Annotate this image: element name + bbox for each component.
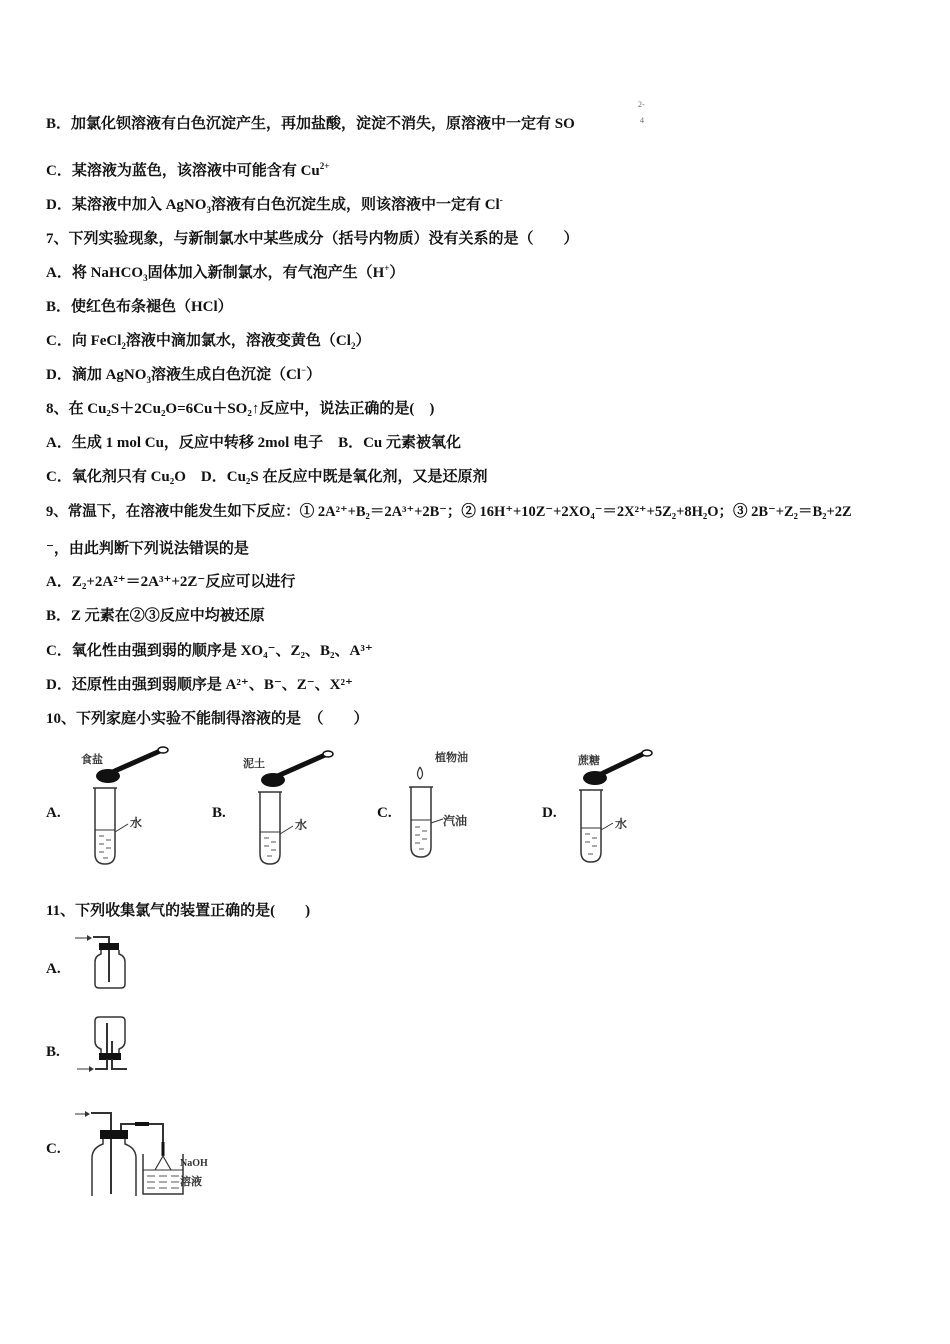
option-text: 加氯化钡溶液有白色沉淀产生，再加盐酸，淀淀不消失，原溶液中一定有 SO — [71, 116, 575, 132]
q9-option-a: A．Z₂+2A²⁺＝2A³⁺+2Z⁻反应可以进行 — [46, 574, 296, 590]
sub-index: 4 — [640, 116, 644, 125]
solvent-label: 汽油 — [443, 814, 468, 828]
option-letter: C. — [46, 1141, 61, 1157]
solute-label: 食盐 — [81, 754, 103, 766]
option-letter: C． — [46, 333, 72, 349]
q9-option-d: D．还原性由强到弱顺序是 A²⁺、B⁻、Z⁻、X²⁺ — [46, 677, 353, 693]
option-text: ） — [355, 333, 371, 349]
solute-label: 植物油 — [435, 752, 468, 764]
option-text: 溶液生成白色沉淀（Cl — [150, 367, 301, 383]
naoh-label: NaOH — [180, 1158, 208, 1169]
q9-stem-line1: 9、常温下，在溶液中能发生如下反应：① 2A²⁺+B₂＝2A³⁺+2B⁻；② 16H⁺+10Z⁻+2XO₄⁻＝2X²⁺+5Z₂+8H₂O；③ 2B⁻+Z₂＝B₂+2Z — [46, 504, 852, 520]
option-letter: D. — [542, 805, 557, 821]
solute-label: 泥土 — [243, 758, 265, 770]
option-text: 将 NaHCO — [71, 265, 144, 281]
option-text: 向 FeCl — [71, 333, 122, 349]
solvent-label: 水 — [615, 817, 628, 831]
sup-charge: - — [499, 195, 503, 205]
sup-charge: 2- — [638, 100, 645, 109]
sub-index: 3 — [146, 375, 151, 385]
solvent-label: 水 — [295, 818, 308, 832]
option-text: 使红色布条褪色（HCl） — [71, 299, 233, 315]
sub-index: 2 — [121, 341, 126, 351]
sub-index: 3 — [206, 205, 211, 215]
q8-options-ab: A．生成 1 mol Cu，反应中转移 2mol 电子 B．Cu 元素被氧化 — [46, 435, 462, 451]
option-letter: D． — [46, 197, 72, 213]
inverted-gas-bottle-icon — [75, 1015, 135, 1077]
option-letter: A. — [46, 805, 61, 821]
sup-charge: + — [384, 263, 390, 273]
q6-option-c — [46, 161, 329, 181]
q7-stem — [46, 229, 579, 249]
option-text: 溶液有白色沉淀生成，则该溶液中一定有 Cl — [210, 197, 500, 213]
option-text: 某溶液中加入 AgNO — [71, 197, 207, 213]
q9-option-c: C．氧化性由强到弱的顺序是 XO₄⁻、Z₂、B₂、A³⁺ — [46, 643, 373, 659]
test-tube-dropper-icon — [405, 765, 445, 865]
sup-charge: 2+ — [319, 161, 330, 171]
solute-label: 蔗糖 — [578, 755, 600, 767]
option-text: 滴加 AgNO — [71, 367, 147, 383]
sub-index: 3 — [143, 273, 148, 283]
gas-bottle-long-tube-icon — [75, 932, 135, 994]
option-letter: B. — [212, 805, 226, 821]
q8-stem: 8、在 Cu₂S＋2Cu₂O=6Cu＋SO₂↑反应中，说法正确的是( ) — [46, 401, 435, 417]
option-letter: D． — [46, 367, 72, 383]
question-text: 7、下列实验现象，与新制氯水中某些成分（括号内物质）没有关系的是（ ） — [46, 231, 579, 247]
option-letter: B． — [46, 299, 72, 315]
q6-option-b — [46, 114, 575, 134]
q7-option-a — [46, 263, 404, 283]
test-tube-spoon-icon — [90, 746, 170, 866]
solvent-label: 水 — [130, 816, 143, 830]
option-text: 固体加入新制氯水，有气泡产生（H — [147, 265, 385, 281]
test-tube-spoon-icon — [575, 748, 655, 868]
sup-charge: − — [300, 365, 307, 375]
option-letter: C. — [377, 805, 392, 821]
q7-option-b — [46, 297, 233, 317]
option-letter: A. — [46, 961, 61, 977]
option-letter: C． — [46, 163, 72, 179]
option-letter: A． — [46, 265, 72, 281]
q7-option-d — [46, 365, 321, 385]
option-text: ） — [389, 265, 405, 281]
q6-option-d — [46, 195, 503, 215]
q7-option-c — [46, 331, 370, 351]
option-text: 某溶液为蓝色，该溶液中可能含有 Cu — [71, 163, 320, 179]
option-text: ） — [306, 367, 322, 383]
option-letter: B. — [46, 1044, 60, 1060]
q9-option-b: B．Z 元素在②③反应中均被还原 — [46, 608, 265, 624]
option-text: 溶液中滴加氯水，溶液变黄色（Cl — [125, 333, 351, 349]
sub-index: 2 — [350, 341, 356, 351]
option-letter: B． — [46, 116, 72, 132]
test-tube-spoon-icon — [255, 750, 335, 870]
q11-stem: 11、下列收集氯气的装置正确的是( ) — [46, 903, 311, 919]
q9-stem-line2: ⁻，由此判断下列说法错误的是 — [46, 541, 249, 557]
solution-label: 溶液 — [180, 1176, 202, 1188]
q10-stem: 10、下列家庭小实验不能制得溶液的是 （ ） — [46, 711, 369, 727]
q8-options-cd: C．氧化剂只有 Cu₂O D．Cu₂S 在反应中既是氧化剂，又是还原剂 — [46, 469, 488, 485]
